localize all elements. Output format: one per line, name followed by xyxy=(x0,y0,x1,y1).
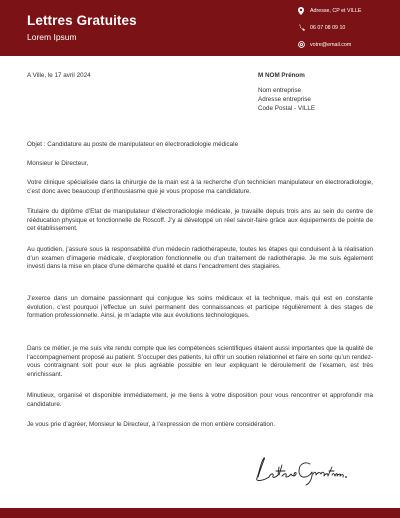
sender-subtitle: Lorem Ipsum xyxy=(27,32,77,42)
paragraph-7: Je vous prie d’agréer, Monsieur le Directeur, à l’expression de mon entière considération. xyxy=(27,421,276,428)
paragraph-4: J’exerce dans un domaine passionnant qui conjugue les soins médicaux et la technique, mais qui est en constante évolution, c’est pourquoi j’effectue un suivi permanent des connaissances et participe régulièrement à des stages de formation professionnelle. Ainsi, je m’adapte vite aux évolutions technologiques. xyxy=(27,295,373,320)
sender-name: Lettres Gratuites xyxy=(27,13,137,28)
object-line: Objet : Candidature au poste de manipulateur en électroradiologie médicale xyxy=(27,141,239,148)
contact-email-text: votre@email.com xyxy=(310,41,352,48)
contact-phone xyxy=(296,23,345,32)
phone-icon xyxy=(296,24,306,31)
paragraph-3: Au quotidien, j’assure sous la responsabilité d’un médecin radiothérapeute, toutes les étapes qui conduisent à la réalisation d’un examen d’imagerie médicale, d’exploration fonctionnelle ou d’un traitement de radiothérapie. Je me suis également investi dans la mise en place d’une démarche qualité et dans l’encadrement des stagiaires. xyxy=(27,246,373,271)
footer-band xyxy=(0,508,400,518)
paragraph-2: Titulaire du diplôme d’Etat de manipulateur d’électroradiologie médicale, je travaille depuis trois ans au sein du centre de rééducation physique et fonctionnelle de Roscoff. J’y ai développé un réel savoir-faire grâce aux équipements de pointe de cet établissement. xyxy=(27,208,373,233)
contact-address xyxy=(296,6,361,15)
contact-address-text: Adresse, CP et VILLE xyxy=(310,7,362,14)
email-at-icon xyxy=(296,41,306,48)
paragraph-5: Dans ce métier, je me suis vite rendu compte que les compétences scientifiques étaient aussi importantes que la qualité de l’accompagnement proposé au patient. S’occuper des patients, lui offrir un soutien relationnel et faire en sorte qu’un rendez-vous contraignant soit pour eux le plus agréable possible en leur expliquant le déroulement de l’examen, est très enrichissant. xyxy=(27,345,373,379)
recipient-postal: Code Postal - VILLE xyxy=(258,105,316,112)
recipient-address: Adresse entreprise xyxy=(258,96,311,103)
date-line: A Ville, le 17 avril 2024 xyxy=(27,72,91,79)
contact-phone-text: 06 07 08 09 10 xyxy=(310,24,346,31)
salutation: Monsieur le Directeur, xyxy=(27,160,89,167)
handwritten-signature xyxy=(252,452,352,491)
location-pin-icon xyxy=(296,7,306,15)
contact-email xyxy=(296,40,351,49)
header-band xyxy=(0,0,400,56)
recipient-name: M NOM Prénom xyxy=(258,72,305,79)
paragraph-6: Minutieux, organisé et disponible immédiatement, je me tiens à votre disposition pour vous rencontrer et approfondir ma candidature. xyxy=(27,392,373,408)
paragraph-1: Votre clinique spécialisée dans la chirurgie de la main est à la recherche d’un technicien manipulateur en électroradiologie, c’est donc avec beaucoup d’enthousiasme que je vous propose ma candidature. xyxy=(27,179,373,195)
recipient-company: Nom entreprise xyxy=(258,87,302,94)
